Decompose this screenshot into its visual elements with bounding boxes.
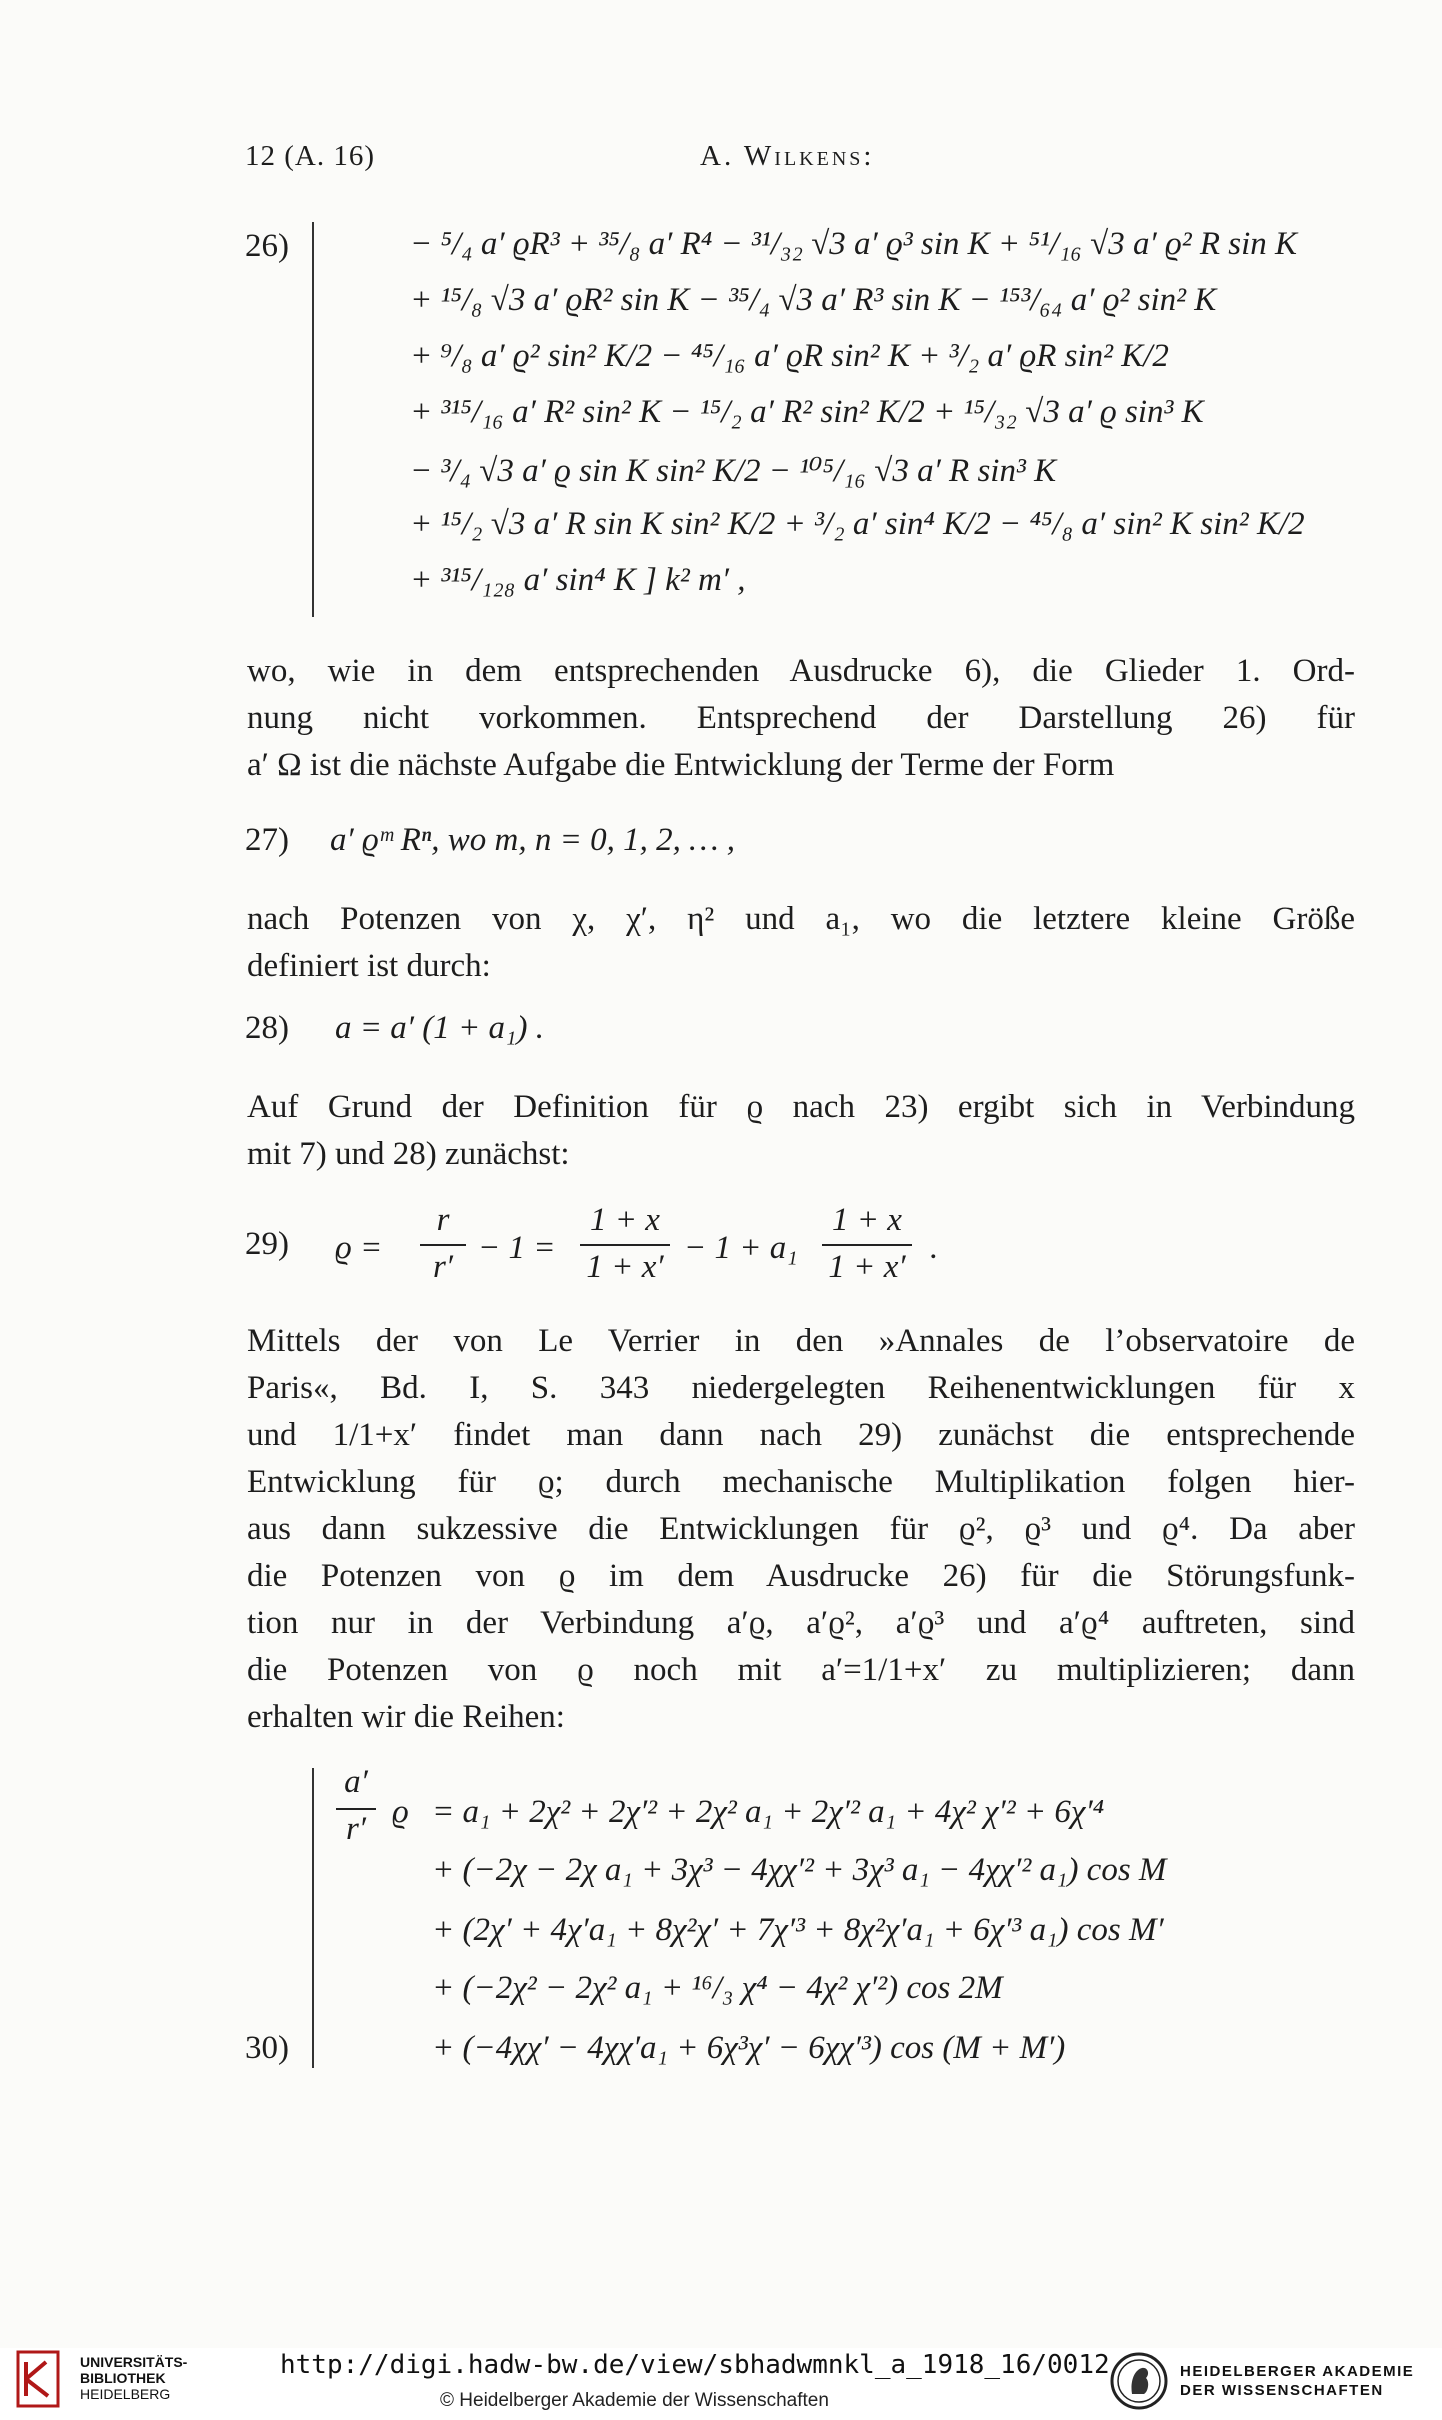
equation-29-fraction-2 bbox=[580, 1202, 670, 1286]
fraction-bar bbox=[420, 1244, 466, 1246]
text-line: und 1/1+x′ findet man dann nach 29) zunächst die entsprechende bbox=[247, 1417, 1355, 1453]
fraction-numerator: 1 + x bbox=[832, 1202, 902, 1238]
equation-26-line-1: − ⁵/₄ a′ ϱR³ + ³⁵/₈ a′ R⁴ − ³¹/₃₂ √3 a′ ϱ³ sin K + ⁵¹/₁₆ √3 a′ ϱ² R sin K bbox=[410, 226, 1298, 262]
equation-30-line-5: + (−4χχ′ − 4χχ′a₁ + 6χ³χ′ − 6χχ′³) cos (M + M′) bbox=[432, 2030, 1066, 2066]
equation-27: a′ ϱᵐ Rⁿ, wo m, n = 0, 1, 2, … , bbox=[330, 822, 735, 858]
fraction-numerator: a′ bbox=[344, 1764, 368, 1800]
equation-30-line-2: + (−2χ − 2χ a₁ + 3χ³ − 4χχ′² + 3χ³ a₁ − 4χχ′² a₁) cos M bbox=[432, 1852, 1167, 1888]
text-line: erhalten wir die Reihen: bbox=[247, 1699, 565, 1735]
fraction-numerator: r bbox=[436, 1202, 450, 1238]
paragraph-after-29 bbox=[247, 1318, 1355, 1741]
fraction-denominator: r′ bbox=[345, 1811, 367, 1847]
paragraph-after-28 bbox=[247, 1084, 1355, 1178]
equation-26-brace bbox=[312, 222, 314, 617]
fraction-denominator: 1 + x′ bbox=[586, 1249, 664, 1285]
footer-bar bbox=[0, 2348, 1442, 2420]
equation-26-line-2: + ¹⁵/₈ √3 a′ ϱR² sin K − ³⁵/₄ √3 a′ R³ sin K − ¹⁵³/₆₄ a′ ϱ² sin² K bbox=[410, 282, 1217, 318]
fraction-denominator: 1 + x′ bbox=[828, 1249, 906, 1285]
text-line: nach Potenzen von χ, χ′, η² und a₁, wo die letztere kleine Größe bbox=[247, 901, 1355, 937]
equation-28: a = a′ (1 + a₁) . bbox=[335, 1010, 544, 1046]
equation-26-line-6: + ¹⁵/₂ √3 a′ R sin K sin² K/2 + ³/₂ a′ sin⁴ K/2 − ⁴⁵/₈ a′ sin² K sin² K/2 bbox=[410, 506, 1305, 542]
equation-26-line-7: + ³¹⁵/₁₂₈ a′ sin⁴ K ] k² m′ , bbox=[410, 562, 746, 598]
library-name-line: UNIVERSITÄTS- bbox=[80, 2354, 188, 2370]
equation-number-27: 27) bbox=[245, 822, 289, 858]
text-line: nung nicht vorkommen. Entsprechend der Darstellung 26) für bbox=[247, 700, 1355, 736]
equation-30-lhs-rho: ϱ bbox=[392, 1794, 409, 1830]
running-head-author: A. Wilkens: bbox=[700, 140, 875, 172]
academy-name-line: DER WISSENSCHAFTEN bbox=[1180, 2382, 1384, 2399]
equation-30-lhs-fraction bbox=[336, 1764, 376, 1848]
text-line: aus dann sukzessive die Entwicklungen für ϱ², ϱ³ und ϱ⁴. Da aber bbox=[247, 1511, 1355, 1547]
equation-29-middle: − 1 + a₁ bbox=[684, 1230, 798, 1266]
fraction-bar bbox=[336, 1808, 376, 1810]
equation-26-line-5: − ³/₄ √3 a′ ϱ sin K sin² K/2 − ¹⁰⁵/₁₆ √3 a′ R sin³ K bbox=[410, 453, 1057, 489]
equation-30-brace bbox=[312, 1768, 314, 2068]
equation-29-period: . bbox=[930, 1230, 939, 1266]
text-line: die Potenzen von ϱ noch mit a′=1/1+x′ zu multiplizieren; dann bbox=[247, 1652, 1355, 1688]
equation-29-fraction-3 bbox=[822, 1202, 912, 1286]
academy-name-line: HEIDELBERGER AKADEMIE bbox=[1180, 2363, 1415, 2380]
paragraph-after-26 bbox=[247, 648, 1355, 789]
equation-number-26: 26) bbox=[245, 228, 289, 264]
permalink-url[interactable]: http://digi.hadw-bw.de/view/sbhadwmnkl_a_1918_16/0012 bbox=[280, 2350, 1110, 2380]
equation-30-line-1: = a₁ + 2χ² + 2χ′² + 2χ² a₁ + 2χ′² a₁ + 4χ² χ′² + 6χ′⁴ bbox=[432, 1794, 1105, 1830]
equation-29-lhs: ϱ = bbox=[335, 1230, 383, 1266]
equation-30-line-3: + (2χ′ + 4χ′a₁ + 8χ²χ′ + 7χ′³ + 8χ²χ′a₁ + 6χ′³ a₁) cos M′ bbox=[432, 1912, 1164, 1948]
fraction-bar bbox=[580, 1244, 670, 1246]
equation-number-30: 30) bbox=[245, 2030, 289, 2066]
library-name-line: HEIDELBERG bbox=[80, 2386, 171, 2402]
equation-29-minus-one: − 1 = bbox=[478, 1230, 556, 1266]
text-line: Auf Grund der Definition für ϱ nach 23) ergibt sich in Verbindung bbox=[247, 1089, 1355, 1125]
equation-26-line-3: + ⁹/₈ a′ ϱ² sin² K/2 − ⁴⁵/₁₆ a′ ϱR sin² K + ³/₂ a′ ϱR sin² K/2 bbox=[410, 338, 1169, 374]
academy-seal-icon bbox=[1110, 2350, 1168, 2412]
equation-number-29: 29) bbox=[245, 1226, 289, 1262]
fraction-numerator: 1 + x bbox=[590, 1202, 660, 1238]
page-number: 12 (A. 16) bbox=[245, 140, 376, 172]
paragraph-after-27 bbox=[247, 896, 1355, 990]
library-name-line: BIBLIOTHEK bbox=[80, 2370, 166, 2386]
equation-29-fraction-1 bbox=[420, 1202, 466, 1286]
text-line: a′ Ω ist die nächste Aufgabe die Entwicklung der Terme der Form bbox=[247, 747, 1115, 783]
academy-name bbox=[1180, 2362, 1414, 2400]
text-line: Paris«, Bd. I, S. 343 niedergelegten Reihenentwicklungen für x bbox=[247, 1370, 1355, 1406]
text-line: wo, wie in dem entsprechenden Ausdrucke 6), die Glieder 1. Ord- bbox=[247, 653, 1355, 689]
fraction-denominator: r′ bbox=[432, 1249, 454, 1285]
equation-30-line-4: + (−2χ² − 2χ² a₁ + ¹⁶/₃ χ⁴ − 4χ² χ′²) cos 2M bbox=[432, 1970, 1003, 2006]
equation-26-line-4: + ³¹⁵/₁₆ a′ R² sin² K − ¹⁵/₂ a′ R² sin² K/2 + ¹⁵/₃₂ √3 a′ ϱ sin³ K bbox=[410, 394, 1204, 430]
text-line: Entwicklung für ϱ; durch mechanische Multiplikation folgen hier- bbox=[247, 1464, 1355, 1500]
fraction-bar bbox=[822, 1244, 912, 1246]
university-library-logo-icon bbox=[14, 2348, 66, 2410]
text-line: die Potenzen von ϱ im dem Ausdrucke 26) für die Störungsfunk- bbox=[247, 1558, 1355, 1594]
text-line: Mittels der von Le Verrier in den »Annales de l’observatoire de bbox=[247, 1323, 1355, 1359]
text-line: definiert ist durch: bbox=[247, 948, 491, 984]
text-line: tion nur in der Verbindung a′ϱ, a′ϱ², a′ϱ³ und a′ϱ⁴ auftreten, sind bbox=[247, 1605, 1355, 1641]
equation-number-28: 28) bbox=[245, 1010, 289, 1046]
copyright-notice: © Heidelberger Akademie der Wissenschaften bbox=[440, 2390, 829, 2411]
university-library-name bbox=[80, 2354, 187, 2402]
text-line: mit 7) und 28) zunächst: bbox=[247, 1136, 570, 1172]
